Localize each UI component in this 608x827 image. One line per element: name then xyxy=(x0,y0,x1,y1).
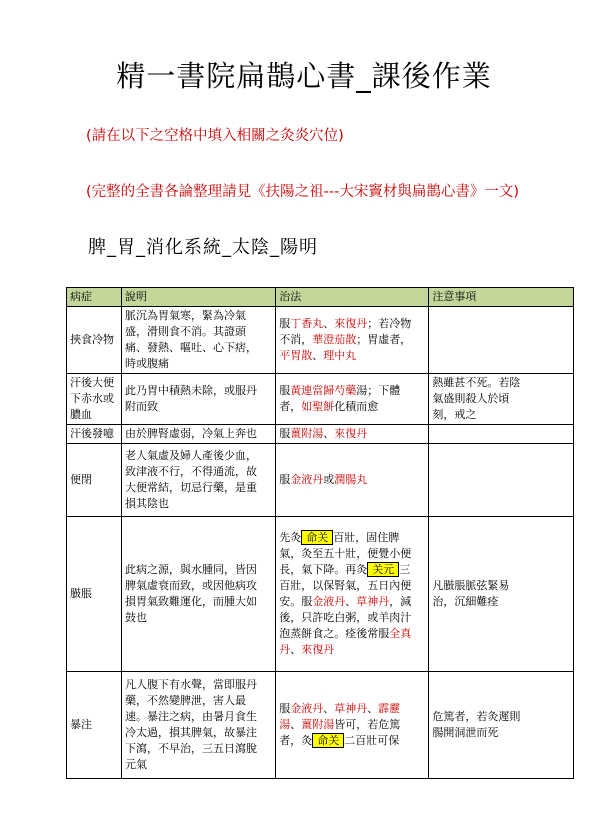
treatment-line xyxy=(279,594,425,610)
treatment-text: 長，氣下降。再灸 xyxy=(279,563,368,576)
treatment-text: 服 xyxy=(279,317,291,330)
description-line: 大便常結，切忌行藥，是重 xyxy=(125,481,257,494)
treatment-text: 服 xyxy=(279,384,291,397)
treatment-text: 先灸 xyxy=(279,531,302,544)
condition-cell xyxy=(67,374,122,425)
description-line: 元氣 xyxy=(125,758,147,771)
description-cell xyxy=(122,425,276,444)
treatment-text: 安。服 xyxy=(279,595,313,608)
treatment-line xyxy=(279,348,425,364)
caution-line: 腸開洞泄而死 xyxy=(432,726,499,739)
treatment-line xyxy=(279,642,425,658)
remedy-name: 潤腸丸 xyxy=(334,473,368,486)
remedy-name: 丹 xyxy=(279,643,291,656)
remedy-name: 華澄茄散 xyxy=(312,333,357,346)
treatment-text: 氣，灸至五十壯，便覺小便 xyxy=(279,547,412,560)
caution-cell xyxy=(429,517,574,672)
treatment-cell xyxy=(276,444,429,517)
table-header-row xyxy=(67,288,574,307)
remedy-name: 丁香丸 xyxy=(290,317,324,330)
treatment-text: 、 xyxy=(323,317,335,330)
treatment-text: 不消， xyxy=(279,333,313,346)
condition-name-line: 汗後大便 xyxy=(70,376,114,389)
table-row xyxy=(67,425,574,444)
treatment-line xyxy=(279,701,425,717)
treatment-text: 百壯，固住脾 xyxy=(333,531,400,544)
treatment-line xyxy=(279,733,425,749)
remedy-name: 草神丹 xyxy=(334,702,368,715)
remedy-name: 理中丸 xyxy=(323,349,357,362)
description-cell xyxy=(122,672,276,779)
remedy-name: 平胃散 xyxy=(279,349,313,362)
caution-line: 熱雖甚不死。若陰 xyxy=(432,376,521,389)
description-line: 損其陰也 xyxy=(125,497,169,510)
caution-line: 治，沉細難痊 xyxy=(432,595,499,608)
remedy-name: 金液丹 xyxy=(290,702,324,715)
description-line: 冷太過，損其脾氣，故暴注 xyxy=(125,726,257,739)
treatment-line xyxy=(279,316,425,332)
description-line: 凡人腹下有水聲，當即服丹 xyxy=(125,678,257,691)
remedy-name: 湯 xyxy=(279,718,291,731)
condition-cell: 臌脹 xyxy=(67,517,122,672)
description-line: 脾氣虛衰而致，或因他病攻 xyxy=(125,579,257,592)
treatment-text: ；若冷物 xyxy=(367,317,412,330)
caution-cell xyxy=(429,425,574,444)
caution-cell xyxy=(429,444,574,517)
treatment-text: 三 xyxy=(399,563,411,576)
treatment-text: 百壯，以保腎氣，五日內便 xyxy=(279,579,412,592)
description-line: 損胃氣致難運化，而腫大如 xyxy=(125,595,257,608)
treatment-text: ，減 xyxy=(389,595,412,608)
remedy-name: 如聖餅 xyxy=(301,400,335,413)
treatment-text: 化積而愈 xyxy=(334,400,379,413)
caution-line: 危篤者，若灸遲則 xyxy=(432,710,521,723)
description-line: 脈沉為胃氣寒，緊為冷氣 xyxy=(125,309,246,322)
treatment-text: 後，只許吃白粥，或羊肉汁 xyxy=(279,611,412,624)
table-row xyxy=(67,672,574,779)
treatment-line xyxy=(279,717,425,733)
description-cell xyxy=(122,517,276,672)
condition-cell: 暴注 xyxy=(67,672,122,779)
description-cell xyxy=(122,444,276,517)
treatment-text: 、 xyxy=(290,718,302,731)
treatment-text: 或 xyxy=(323,473,335,486)
treatment-line xyxy=(279,626,425,642)
treatment-text: 泡蒸餅食之。痊後常服 xyxy=(279,627,390,640)
remedy-name: 草神丹 xyxy=(356,595,390,608)
treatment-text: 皆可，若危篤 xyxy=(334,718,401,731)
remedy-name: 來復丹 xyxy=(334,427,368,440)
treatment-text: 、 xyxy=(367,702,379,715)
treatment-line xyxy=(279,546,425,562)
acupoint-highlight: 命关 xyxy=(301,530,333,545)
table-row xyxy=(67,444,574,517)
treatment-text: 、 xyxy=(323,427,335,440)
description-line: 速。暴注之病，由暑月食生 xyxy=(125,710,257,723)
remedy-name: 金液丹 xyxy=(290,473,324,486)
caution-line: 凡臌脹脈弦緊易 xyxy=(432,579,510,592)
caution-cell xyxy=(429,374,574,425)
table-row xyxy=(67,307,574,374)
table-row xyxy=(67,517,574,672)
page-title: 精一書院扁鵲心書_課後作業 xyxy=(116,59,492,93)
treatment-cell xyxy=(276,672,429,779)
caution-line: 刻，戒之 xyxy=(432,408,477,421)
treatment-cell xyxy=(276,374,429,425)
treatment-line xyxy=(279,610,425,626)
condition-name-line: 膿血 xyxy=(70,408,92,421)
treatment-line xyxy=(279,399,425,415)
treatment-line xyxy=(279,383,425,399)
remedy-name: 全真 xyxy=(389,627,412,640)
treatment-text: 者， xyxy=(279,400,302,413)
remedy-name: 金液丹 xyxy=(312,595,346,608)
remedy-name: 霹靂 xyxy=(378,702,401,715)
condition-cell: 汗後發噫 xyxy=(67,425,122,444)
treatment-line xyxy=(279,426,425,442)
remedy-name: 黃連當歸芍藥 xyxy=(290,384,357,397)
description-line: 鼓也 xyxy=(125,611,147,624)
treatment-cell xyxy=(276,517,429,672)
description-cell xyxy=(122,307,276,374)
header-caution: 注意事項 xyxy=(429,288,574,307)
reference-note: (完整的全書各論整理請見《扶陽之祖---大宋竇材與扁鵲心書》一文) xyxy=(86,184,520,200)
description-line: 此病之源，與水腫同，皆因 xyxy=(125,563,257,576)
table-row xyxy=(67,374,574,425)
remedy-name: 薑附湯 xyxy=(290,427,324,440)
treatment-text: 湯；下體 xyxy=(356,384,401,397)
treatment-text: 服 xyxy=(279,702,291,715)
treatment-line xyxy=(279,472,425,488)
treatment-text: 服 xyxy=(279,427,291,440)
treatment-line xyxy=(279,332,425,348)
description-line: 時或腹痛 xyxy=(125,357,169,370)
description-line: 致津液不行，不得通流，故 xyxy=(125,465,257,478)
acupoint-highlight: 关元 xyxy=(367,562,399,577)
header-treatment: 治法 xyxy=(276,288,429,307)
remedy-name: 來復丹 xyxy=(334,317,368,330)
treatment-text: ；胃虛者， xyxy=(356,333,412,346)
treatment-text: 、 xyxy=(312,349,324,362)
treatment-text: 者，灸 xyxy=(279,734,313,747)
description-line: 痛、發熱、嘔吐、心下痞， xyxy=(125,341,257,354)
section-subtitle: 脾_胃_消化系統_太陰_陽明 xyxy=(88,237,318,258)
treatment-line xyxy=(279,578,425,594)
condition-name-line: 下赤水或 xyxy=(70,392,114,405)
symptom-table xyxy=(66,287,574,779)
treatment-text: 、 xyxy=(290,643,302,656)
description-line: 盛，滑則食不消。其證頭 xyxy=(125,325,246,338)
description-line: 下瀉，不早治，三五日瀉脫 xyxy=(125,742,257,755)
remedy-name: 薑附湯 xyxy=(301,718,335,731)
header-description: 說明 xyxy=(122,288,276,307)
treatment-text: 、 xyxy=(345,595,357,608)
description-line: 此乃胃中積熱未除，或服丹 xyxy=(125,384,257,397)
description-line: 藥，不然變脾泄，害人最 xyxy=(125,694,246,707)
instruction-note: (請在以下之空格中填入相關之灸炎穴位) xyxy=(86,128,344,144)
treatment-text: 服 xyxy=(279,473,291,486)
acupoint-highlight: 命关 xyxy=(312,733,344,748)
description-line: 由於脾腎虛弱，冷氣上奔也 xyxy=(125,427,257,440)
treatment-line xyxy=(279,562,425,578)
header-condition: 病症 xyxy=(67,288,122,307)
treatment-cell xyxy=(276,425,429,444)
caution-cell xyxy=(429,307,574,374)
description-cell xyxy=(122,374,276,425)
treatment-line xyxy=(279,530,425,546)
treatment-text: 、 xyxy=(323,702,335,715)
remedy-name: 來復丹 xyxy=(301,643,335,656)
description-line: 老人氣虛及婦人產後少血， xyxy=(125,449,257,462)
condition-cell: 便閉 xyxy=(67,444,122,517)
caution-cell xyxy=(429,672,574,779)
description-line: 附而致 xyxy=(125,400,158,413)
treatment-text: 二百壯可保 xyxy=(344,734,400,747)
treatment-cell xyxy=(276,307,429,374)
condition-cell: 挾食冷物 xyxy=(67,307,122,374)
caution-line: 氣盛則殺人於頃 xyxy=(432,392,510,405)
